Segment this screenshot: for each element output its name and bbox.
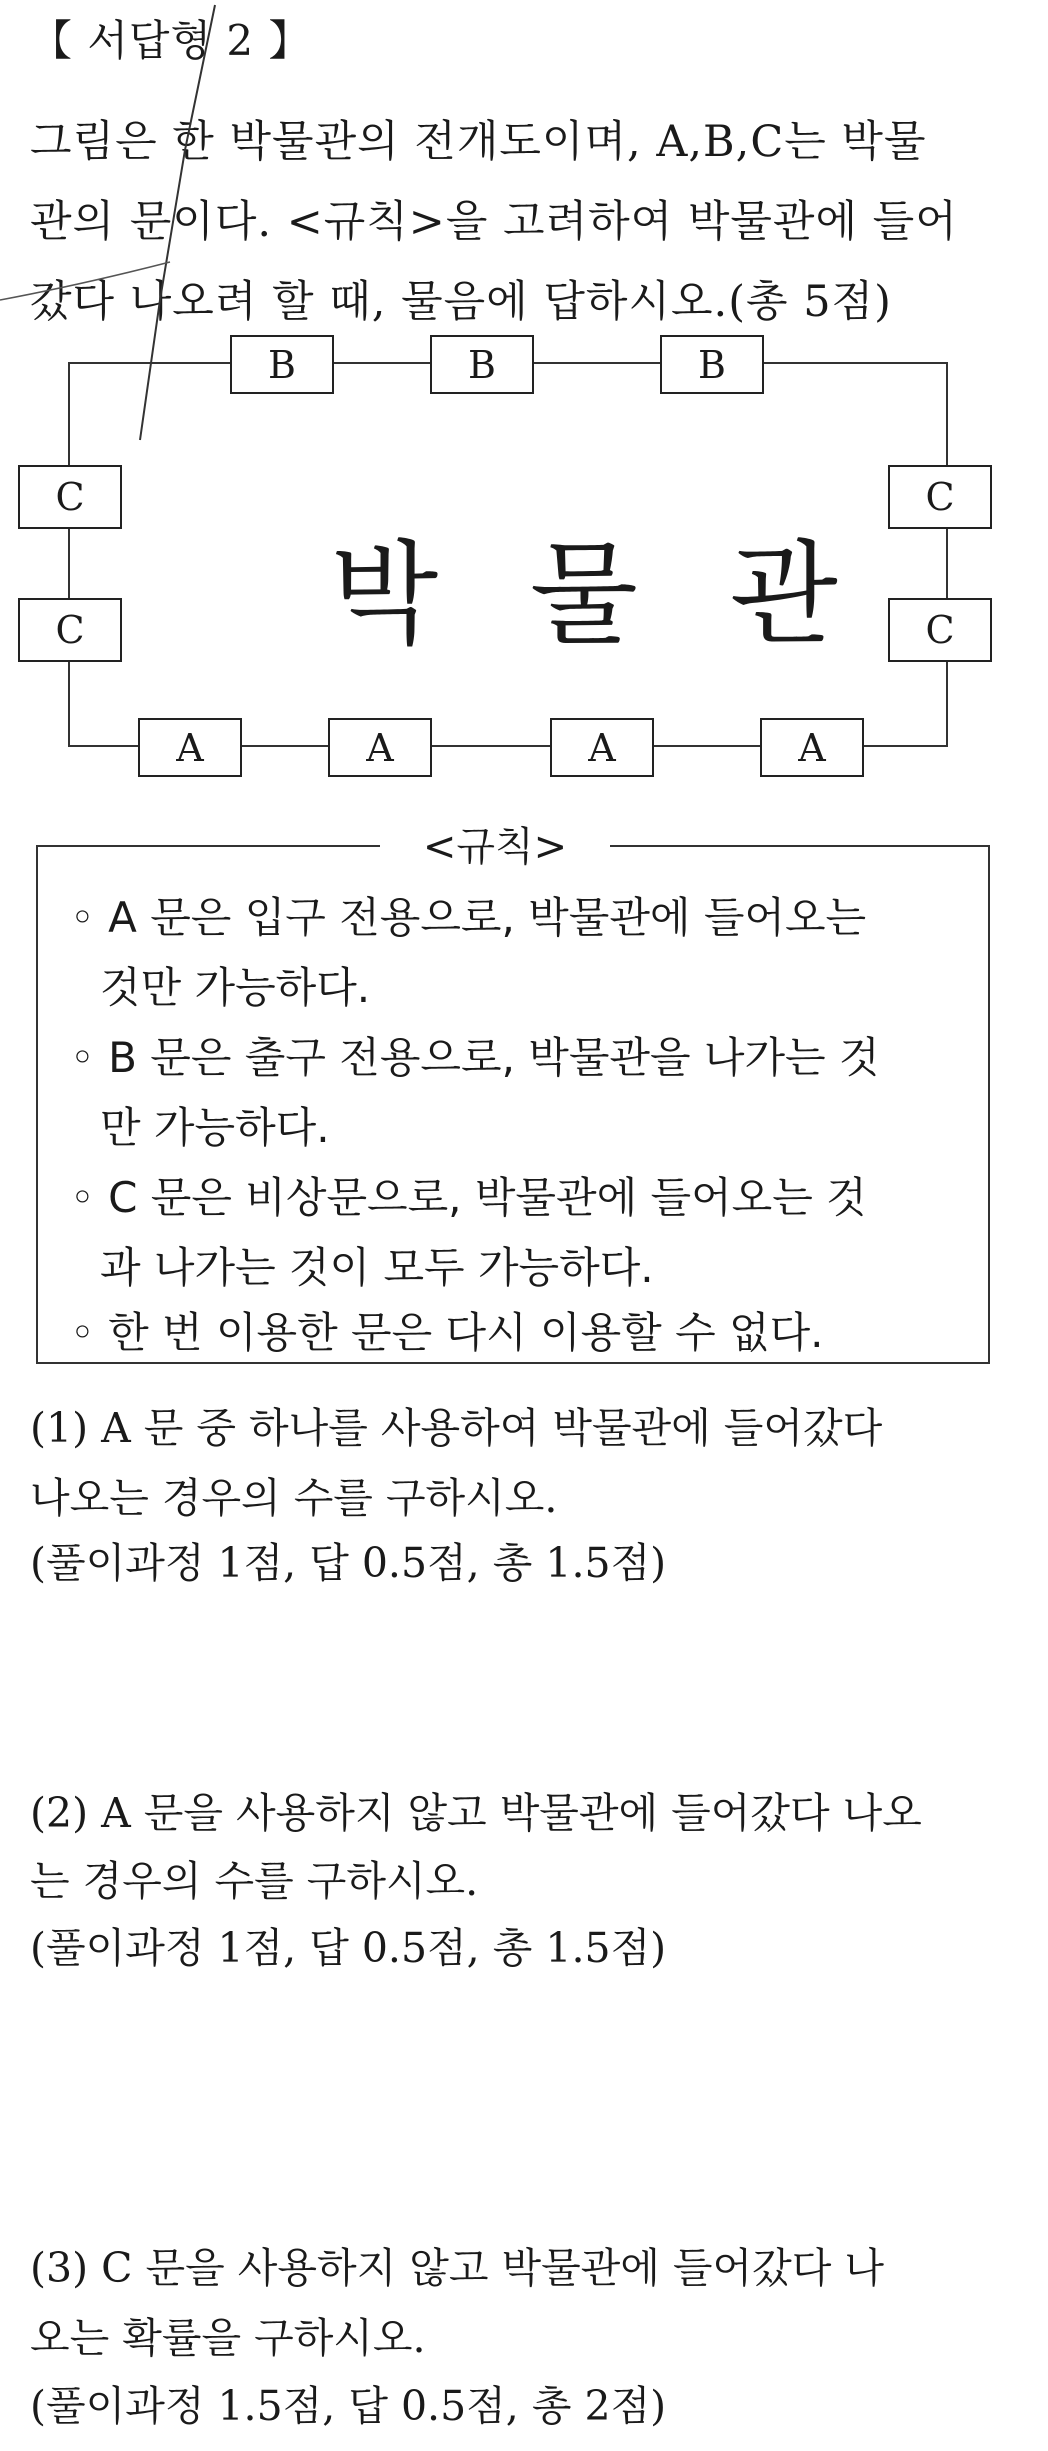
question-1-score: (풀이과정 1점, 답 0.5점, 총 1.5점) [30, 1539, 667, 1587]
question-3-score: (풀이과정 1.5점, 답 0.5점, 총 2점) [30, 2382, 667, 2430]
rule-line-6: 과 나가는 것이 모두 가능하다. [100, 1243, 654, 1292]
question-2-line-1: (2) A 문을 사용하지 않고 박물관에 들어갔다 나오 [30, 1789, 922, 1837]
question-3-line-2: 오는 확률을 구하시오. [30, 2314, 426, 2362]
pen-stroke-mark [0, 0, 1048, 500]
question-2-line-2: 는 경우의 수를 구하시오. [30, 1857, 479, 1905]
question-1-line-2: 나오는 경우의 수를 구하시오. [30, 1474, 558, 1522]
door-right-c-2: C [888, 598, 992, 662]
question-1-line-1: (1) A 문 중 하나를 사용하여 박물관에 들어갔다 [30, 1404, 883, 1452]
rule-line-2: 것만 가능하다. [100, 963, 371, 1012]
door-top-b-2: B [430, 335, 534, 394]
door-bottom-a-2: A [328, 718, 432, 777]
question-2-score: (풀이과정 1점, 답 0.5점, 총 1.5점) [30, 1924, 667, 1972]
problem-header: 【 서답형 2 】 [30, 16, 312, 65]
intro-line-1: 그림은 한 박물관의 전개도이며, A,B,C는 박물 [30, 117, 927, 167]
intro-line-3: 갔다 나오려 할 때, 물음에 답하시오.(총 5점) [30, 277, 892, 327]
door-left-c-1: C [18, 465, 122, 529]
rule-line-3: ◦ B 문은 출구 전용으로, 박물관을 나가는 것 [70, 1033, 880, 1082]
rule-line-5: ◦ C 문은 비상문으로, 박물관에 들어오는 것 [70, 1173, 867, 1222]
rules-title: <규칙> [380, 815, 610, 867]
door-right-c-1: C [888, 465, 992, 529]
door-bottom-a-4: A [760, 718, 864, 777]
intro-line-2: 관의 문이다. <규칙>을 고려하여 박물관에 들어 [30, 197, 958, 247]
door-top-b-3: B [660, 335, 764, 394]
question-3-line-1: (3) C 문을 사용하지 않고 박물관에 들어갔다 나 [30, 2244, 884, 2292]
rule-line-7: ◦ 한 번 이용한 문은 다시 이용할 수 없다. [70, 1308, 824, 1357]
rule-line-4: 만 가능하다. [100, 1103, 330, 1152]
door-bottom-a-3: A [550, 718, 654, 777]
door-left-c-2: C [18, 598, 122, 662]
rule-line-1: ◦ A 문은 입구 전용으로, 박물관에 들어오는 [70, 893, 867, 942]
door-top-b-1: B [230, 335, 334, 394]
door-bottom-a-1: A [138, 718, 242, 777]
museum-label: 박 물 관 [330, 530, 866, 660]
